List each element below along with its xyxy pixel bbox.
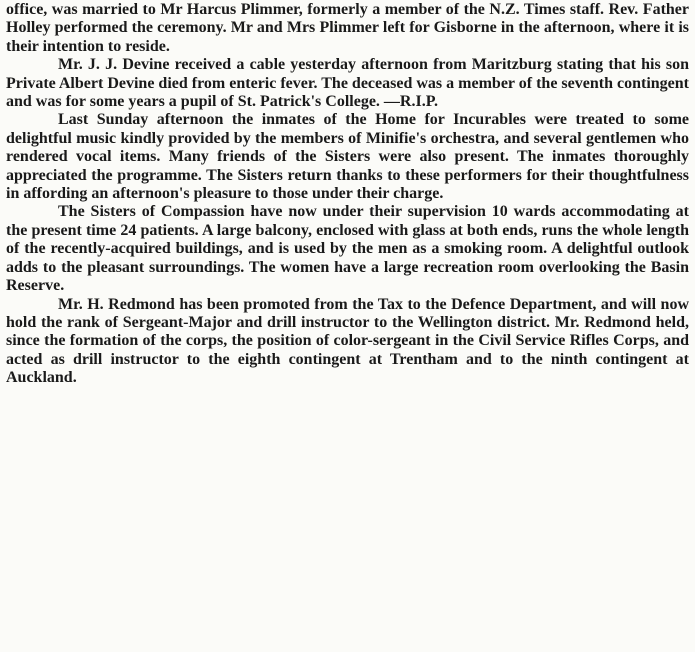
- paragraph-redmond-promotion: Mr. H. Redmond has been promoted from the Tax to the Defence Department, and will now hold the rank of Sergeant-Major and drill instructor to the Wellington district. Mr. Redmond held, since the formation of the corps, the position of color-sergeant in the Civil Service Rifles Corps, and acted as drill instructor to the eighth contingent at Trentham and to the ninth contingent at Auckland.: [6, 295, 689, 387]
- paragraph-home-for-incurables-music: Last Sunday afternoon the inmates of the Home for Incurables were treated to some delightful music kindly provided by the members of Minifie's orchestra, and several gentlemen who rendered vocal items. Many friends of the Sisters were also present. The inmates thoroughly appreciated the programme. The Sisters return thanks to these performers for their thoughtfulness in affording an afternoon's pleasure to those under their charge.: [6, 111, 689, 203]
- paragraph-plimmer-wedding: office, was married to Mr Harcus Plimmer, formerly a member of the N.Z. Times staff. Rev. Father Holley performed the ceremony. Mr and Mrs Plimmer left for Gisborne in the afternoon, where it is their intention to reside.: [6, 1, 689, 55]
- paragraph-sisters-of-compassion-wards: The Sisters of Compassion have now under their supervision 10 wards accommodating at the present time 24 patients. A large balcony, enclosed with glass at both ends, runs the whole length of the recently-acquired buildings, and is used by the men as a smoking room. A delightful outlook adds to the pleasant surroundings. The women have a large recreation room overlooking the Basin Reserve.: [6, 203, 689, 295]
- paragraph-devine-death: Mr. J. J. Devine received a cable yesterday afternoon from Maritzburg stating that his son Private Albert Devine died from enteric fever. The deceased was a member of the seventh contingent and was for some years a pupil of St. Patrick's College. —R.I.P.: [6, 56, 689, 111]
